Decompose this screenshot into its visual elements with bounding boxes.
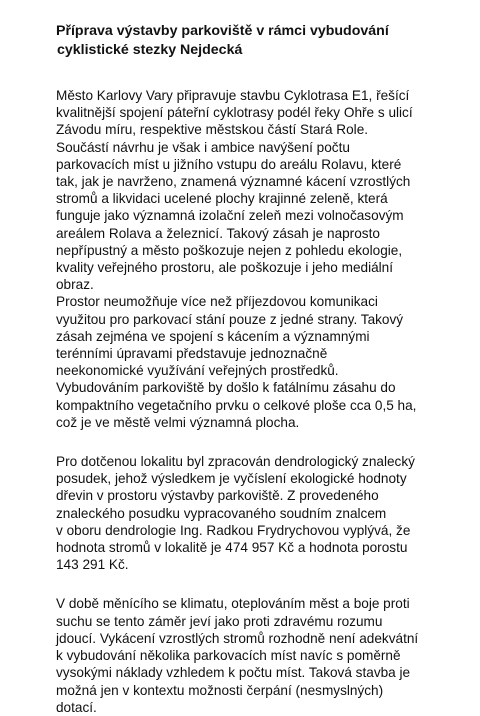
text-line: Vybudováním parkoviště by došlo k fatálnímu zásahu do [56, 380, 396, 396]
text-line: v oboru dendrologie Ing. Radkou Frydrychovou vyplývá, že [56, 522, 411, 538]
text-line: využitou pro parkovací stání pouze z jedné strany. Takový [56, 311, 404, 327]
paragraph-2 [56, 453, 428, 573]
text-line: areálem Rolava a železnicí. Takový zásah je naprosto [56, 225, 380, 241]
text-line: 143 291 Kč. [56, 557, 129, 573]
document-page [56, 22, 428, 716]
text-line: hodnota stromů v lokalitě je 474 957 Kč a hodnota porostu [56, 540, 408, 556]
text-line: posudek, jehož výsledkem je vyčíslení ekologické hodnoty [56, 471, 407, 487]
text-line: Pro dotčenou lokalitu byl zpracován dendrologický znalecký [56, 454, 415, 470]
text-line: Součástí návrhu je však i ambice navýšení počtu [56, 139, 350, 155]
text-line: kvality veřejného prostoru, ale poškozuje i jeho mediální [56, 260, 394, 276]
text-line: parkovacích míst u jižního vstupu do areálu Rolavu, které [56, 156, 402, 172]
paragraph-3 [56, 595, 428, 715]
text-line: funguje jako významná izolační zeleň mezi volnočasovým [56, 208, 404, 224]
text-line: tak, jak je navrženo, znamená významné kácení vzrostlých [56, 174, 411, 190]
document-title [56, 22, 428, 60]
text-line: terénními úpravami představuje jednoznačně [56, 346, 328, 362]
text-line: což je ve městě velmi významná plocha. [56, 414, 300, 430]
text-line: stromů a likvidaci ucelené plochy krajinné zeleně, která [56, 191, 388, 207]
text-line: neekonomické využívání veřejných prostředků. [56, 363, 339, 379]
text-line: V době měnícího se klimatu, oteplováním měst a boje proti [56, 596, 410, 612]
text-line: Město Karlovy Vary připravuje stavbu Cyklotrasa E1, řešící [56, 88, 410, 103]
text-line: kompaktního vegetačního prvku o celkové ploše cca 0,5 ha, [56, 397, 417, 413]
title-line: Příprava výstavby parkoviště v rámci vybudování [56, 23, 389, 39]
text-line: kvalitnější spojení páteřní cyklotrasy podél řeky Ohře s ulicí [56, 105, 413, 121]
text-line: vysokými náklady vzhledem k počtu míst. Taková stavba je [56, 665, 411, 681]
text-line: obraz. [56, 277, 94, 293]
text-line: dotací. [56, 699, 97, 715]
text-line: k vybudování několika parkovacích míst navíc s poměrně [56, 648, 401, 664]
text-line: znaleckého posudku vypracovaného soudním znalcem [56, 505, 387, 521]
text-line: suchu se tento záměr jeví jako proti zdravému rozumu [56, 613, 383, 629]
text-line: zásah zejména ve spojení s kácením a významnými [56, 328, 370, 344]
text-line: možná jen v kontextu možnosti čerpání (nesmyslných) [56, 682, 384, 698]
text-line: Závodu míru, respektive městskou částí Stará Role. [56, 122, 369, 138]
text-line: jdoucí. Vykácení vzrostlých stromů rozhodně není adekvátní [56, 630, 419, 646]
title-line: cyklistické stezky Nejdecká [57, 42, 243, 58]
paragraph-1 [56, 87, 428, 431]
text-line: dřevin v prostoru výstavby parkoviště. Z provedeného [56, 488, 379, 504]
text-line: nepřípustný a město poškozuje nejen z pohledu ekologie, [56, 242, 403, 258]
text-line: Prostor neumožňuje více než příjezdovou komunikaci [56, 294, 378, 310]
